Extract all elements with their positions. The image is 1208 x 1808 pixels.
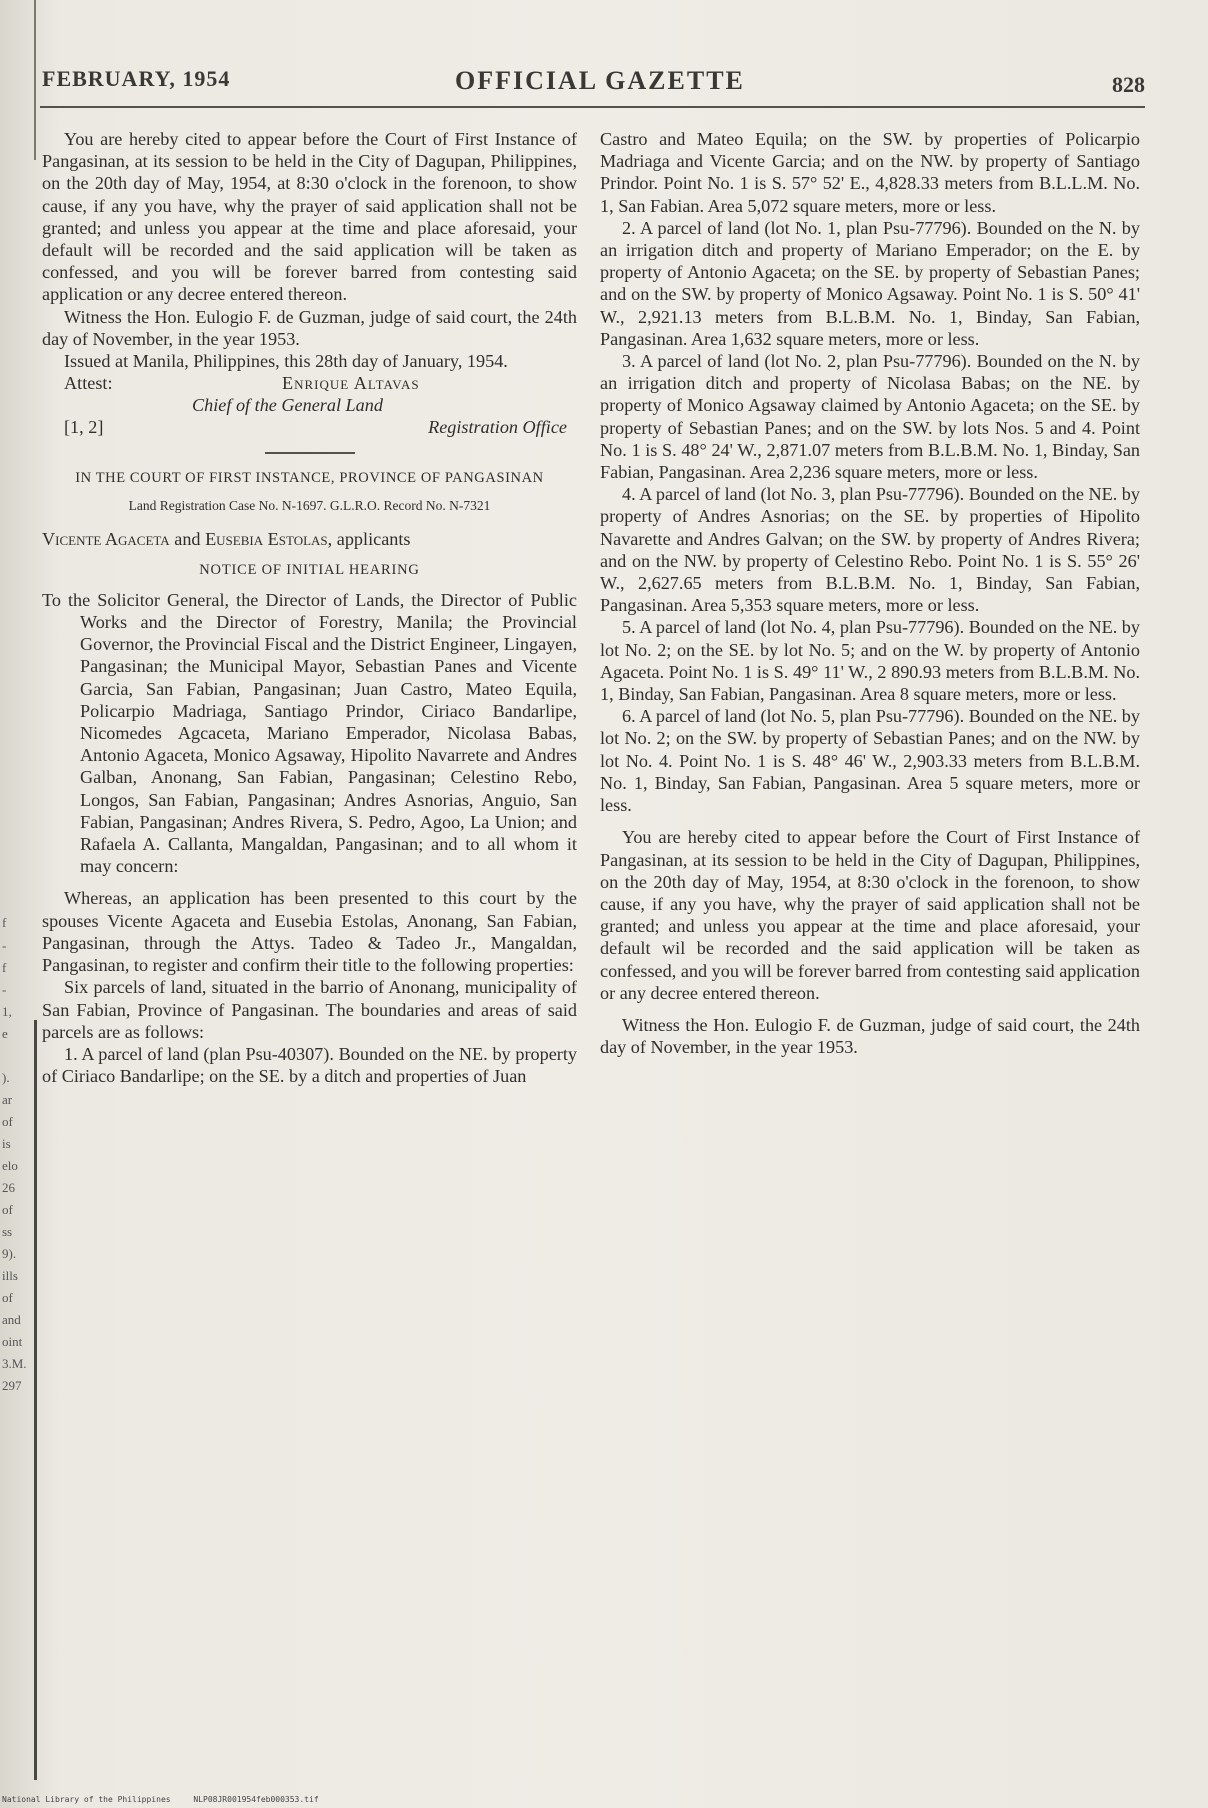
case-line: Land Registration Case No. N-1697. G.L.R.O. Record No. N-7321 bbox=[128, 498, 491, 514]
margin-fragment: is bbox=[2, 1136, 11, 1151]
applicant-1: Vicente Agaceta bbox=[42, 529, 170, 550]
issued-paragraph: Issued at Manila, Philippines, this 28th day of January, 1954. bbox=[64, 351, 508, 372]
attest-name: Enrique Altavas bbox=[282, 373, 420, 394]
margin-fragment: 3.M. bbox=[2, 1356, 27, 1371]
margin-fragment: - bbox=[2, 938, 7, 953]
scan-footer bbox=[2, 1795, 319, 1804]
witness-paragraph-2: Witness the Hon. Eulogio F. de Guzman, judge of said court, the 24th day of November, in the year 1953. bbox=[600, 1014, 1140, 1058]
cited-paragraph-2: You are hereby cited to appear before the Court of First Instance of Pangasinan, at its session to be held in the City of Dagupan, Philippines, on the 20th day of May, 1954, at 8:30 o'clock in the forenoon, to show cause, if any you have, why the prayer of said application shall not be granted; and unless you appear at the time and place aforesaid, your default wil be recorded and the said application will be taken as confessed, and you will be forever barred from contesting said application or any decree entered thereon. bbox=[600, 827, 1140, 1003]
parcel-5: 5. A parcel of land (lot No. 4, plan Psu-77796). Bounded on the NE. by lot No. 2; on the SE. by lot No. 5; and on the W. by property of Antonio Agaceta. Point No. 1 is S. 49° 11' W., 2 890.93 meters from B.L.B.M. No. 1, Binday, San Fabian, Pangasinan. Area 8 square meters, more or less. bbox=[600, 617, 1140, 705]
margin-fragment: elo bbox=[2, 1158, 18, 1173]
margin-fragment: and bbox=[2, 1312, 21, 1327]
header-rule bbox=[40, 106, 1145, 108]
right-column bbox=[600, 128, 1140, 1058]
margin-fragment: oint bbox=[2, 1334, 23, 1349]
margin-fragment: ss bbox=[2, 1224, 13, 1239]
margin-fragment: of bbox=[2, 1202, 13, 1217]
parcel-3: 3. A parcel of land (lot No. 2, plan Psu-77796). Bounded on the N. by an irrigation ditch and property of Nicolasa Babas; on the NE. by property of Monico Agsaway claimed by Antonio Agaceta; on the SE. by property of Sebastian Panes; and on the SW. by lots Nos. 5 and 4. Point No. 1 is S. 48° 24' W., 2,871.07 meters from B.L.B.M. No. 1, Binday, San Fabian, Pangasinan. Area 2,236 square meters, more or less. bbox=[600, 351, 1140, 483]
running-header bbox=[40, 66, 1145, 106]
margin-fragment: f bbox=[2, 915, 7, 930]
attest-ref: [1, 2] bbox=[64, 417, 104, 438]
binding-shadow bbox=[34, 1020, 37, 1780]
parcel-1-start: 1. A parcel of land (plan Psu-40307). Bounded on the NE. by property of Ciriaco Bandarlipe; on the SE. by a ditch and properties of Juan bbox=[42, 1043, 577, 1087]
attest-title-2: Registration Office bbox=[428, 417, 567, 438]
whereas-paragraph: Whereas, an application has been presented to this court by the spouses Vicente Agaceta and Eusebia Estolas, Anonang, San Fabian, Pangasinan, through the Attys. Tadeo & Tadeo Jr., Mangaldan, Pangasinan, to register and confirm their title to the following properties: bbox=[42, 888, 577, 976]
footer-library: National Library of the Philippines bbox=[2, 1795, 171, 1804]
left-column bbox=[42, 128, 577, 1087]
page-number: 828 bbox=[1112, 72, 1145, 97]
margin-fragment: 297 bbox=[2, 1378, 22, 1393]
attest-title-1: Chief of the General Land bbox=[192, 395, 383, 416]
header-title: OFFICIAL GAZETTE bbox=[455, 66, 745, 95]
margin-fragment: ar bbox=[2, 1092, 13, 1107]
margin-fragment: e bbox=[2, 1026, 8, 1041]
attest-line-3 bbox=[42, 416, 577, 438]
margin-fragment: of bbox=[2, 1114, 13, 1129]
attest-label: Attest: bbox=[64, 373, 113, 394]
applicants-suffix: , applicants bbox=[327, 529, 411, 550]
margin-fragment: of bbox=[2, 1290, 13, 1305]
applicants-and: and bbox=[169, 529, 206, 550]
parcel-4: 4. A parcel of land (lot No. 3, plan Psu-77796). Bounded on the NE. by property of Andres Asnorias; on the SE. by properties of Hipolito Navarette and Andres Galvan; on the SW. by property of Andres Rivera; and on the NW. by property of Celestino Rebo. Point No. 1 is S. 55° 26' W., 2,627.65 meters from B.L.B.M. No. 1, Binday, San Fabian, Pangasinan. Area 5,353 square meters, more or less. bbox=[600, 484, 1140, 616]
attest-line bbox=[42, 372, 577, 394]
six-parcels-paragraph: Six parcels of land, situated in the barrio of Anonang, municipality of San Fabian, Province of Pangasinan. The boundaries and areas of said parcels are as follows: bbox=[42, 977, 577, 1042]
applicants-line bbox=[42, 528, 577, 550]
notice-title: NOTICE OF INITIAL HEARING bbox=[199, 561, 420, 578]
margin-fragment: f bbox=[2, 960, 7, 975]
margin-fragment: ills bbox=[2, 1268, 18, 1283]
margin-fragment: 9). bbox=[2, 1246, 17, 1261]
binding-edge bbox=[34, 0, 36, 160]
parcel-1-continued: Castro and Mateo Equila; on the SW. by properties of Policarpio Madriaga and Vicente Garcia; and on the NW. by property of Santiago Prindor. Point No. 1 is S. 57° 52' E., 4,828.33 meters from B.L.L.M. No. 1, San Fabian. Area 5,072 square meters, more or less. bbox=[600, 129, 1140, 216]
section-separator bbox=[265, 452, 355, 454]
parcel-6: 6. A parcel of land (lot No. 5, plan Psu-77796). Bounded on the NE. by lot No. 2; on the SW. by property of Sebastian Panes; and on the NW. by lot No. 4. Point No. 1 is S. 48° 46' W., 2,903.33 meters from B.L.B.M. No. 1, Binday, San Fabian, Pangasinan. Area 5 square meters, more or less. bbox=[600, 706, 1140, 816]
margin-fragment: - bbox=[2, 982, 7, 997]
margin-fragment: 1, bbox=[2, 1004, 12, 1019]
addressees: To the Solicitor General, the Director of Lands, the Director of Public Works and the Director of Forestry, Manila; the Provincial Governor, the Provincial Fiscal and the District Engineer, Lingayen, Pangasinan; the Municipal Mayor, Sebastian Panes and Vicente Garcia, San Fabian, Pangasinan; Juan Castro, Mateo Equila, Policarpio Madriaga, Santiago Prindor, Ciriaco Bandarlipe, Nicomedes Agcaceta, Mariano Emperador, Nicolasa Babas, Antonio Agaceta, Monico Agsaway, Hipolito Navarrete and Andres Galban, Anonang, San Fabian, Pangasinan; Celestino Rebo, Longos, San Fabian, Pangasinan; Andres Asnorias, Anguio, San Fabian, Pangasinan; Andres Rivera, S. Pedro, Agoo, La Union; and Rafaela A. Callanta, Mangaldan, Pangasinan; and to all whom it may concern: bbox=[42, 589, 577, 877]
court-heading: IN THE COURT OF FIRST INSTANCE, PROVINCE OF PANGASINAN bbox=[75, 470, 544, 487]
margin-fragment: 26 bbox=[2, 1180, 15, 1195]
applicant-2: Eusebia Estolas bbox=[205, 529, 328, 550]
cited-paragraph: You are hereby cited to appear before the Court of First Instance of Pangasinan, at its session to be held in the City of Dagupan, Philippines, on the 20th day of May, 1954, at 8:30 o'clock in the forenoon, to show cause, if any you have, why the prayer of said application shall not be granted; and unless you appear at the time and place aforesaid, your default will be recorded and the said application will be taken as confessed, and you will be forever barred from contesting said application or any decree entered thereon. bbox=[42, 129, 577, 305]
witness-paragraph: Witness the Hon. Eulogio F. de Guzman, judge of said court, the 24th day of November, in the year 1953. bbox=[42, 306, 577, 349]
parcel-2: 2. A parcel of land (lot No. 1, plan Psu-77796). Bounded on the N. by an irrigation ditch and property of Mariano Emperador; on the E. by property of Antonio Agaceta; on the SE. by property of Sebastian Panes; and on the SW. by property of Monico Agsaway. Point No. 1 is S. 50° 41' W., 2,921.13 meters from B.L.B.M. No. 1, Binday, San Fabian, Pangasinan. Area 1,632 square meters, more or less. bbox=[600, 217, 1140, 349]
margin-fragment: ). bbox=[2, 1070, 10, 1085]
footer-file: NLP08JR001954feb000353.tif bbox=[193, 1795, 319, 1804]
header-date: FEBRUARY, 1954 bbox=[42, 66, 231, 91]
